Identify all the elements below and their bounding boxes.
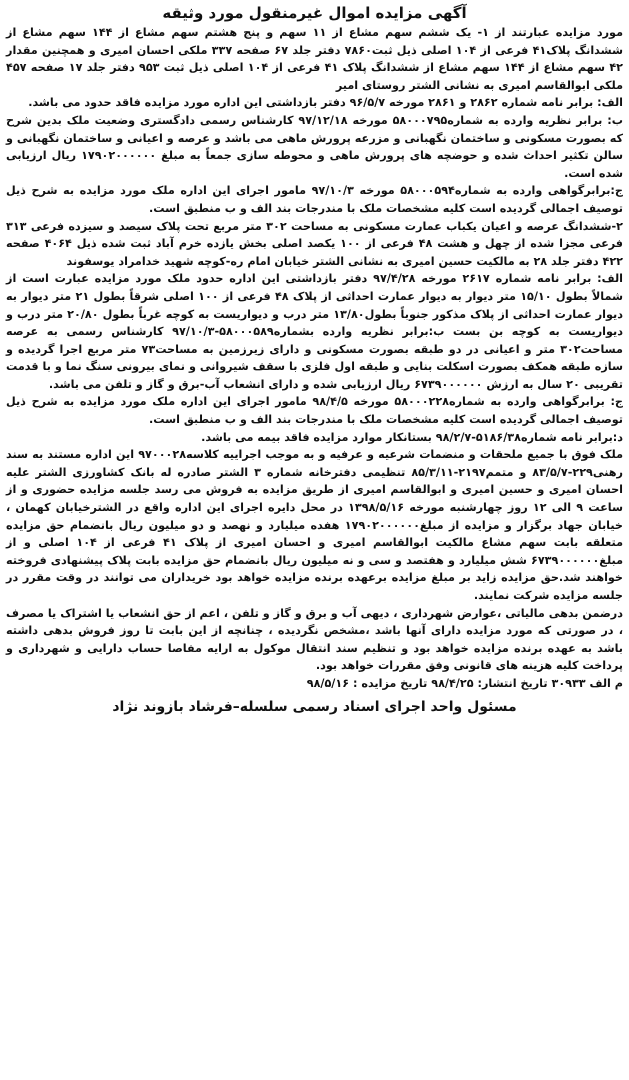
reference-number: م الف ۳۰۹۳۳ xyxy=(551,676,623,690)
paragraph-item-2-c: ج: برابرگواهی وارده به شماره۵۸۰۰۰۲۲۸ مورخه ۹۸/۴/۵ مامور اجرای این اداره ملک مورد مزایده به شرح ذیل توصیف اجمالی گردیده است کلیه مشخصات ملک با مندرجات بند الف و ب منطبق است. xyxy=(6,395,623,427)
paragraph-item-2-a: الف: برابر نامه شماره ۲۶۱۷ مورخه ۹۷/۴/۲۸ دفتر بازداشتی این اداره حدود ملک مورد مزایده عبارت است از شمالاً بطول ۱۵/۱۰ متر دیوار به دیوار عمارت احداثی از پلاک ۴۸ فرعی از ۱۰۰ اصلی شرقاً بطول ۲۱ متر دیوار به دیوار عمارت احداثی از پلاک مذکور جنوباً بطول۱۳/۸۰ متر درب و دیواریست به کوچه غرباً بطول ۲۰/۸۰ متر درب و دیواریست به کوچه بن بست ب:برابر نظریه وارده بشماره۵۸۰۰۰۵۸۹-۹۷/۱۰/۳ کارشناس رسمی به عرصه مساحت۳۰۲ متر و اعیانی در دو طبقه بصورت مسکونی و دارای زیرزمین به مساحت۷۳ متر مربع اجرا گردیده و سازه طبقه همکف بصورت اسکلت بنایی و طبقه اول فلزی با سقف شیروانی و نمای بیرونی سنگ نما و با قدمت تقریبی ۲۰ سال به ارزش ۶۷۳۹۰۰۰۰۰۰ ریال ارزیابی شده و دارای انشعاب آب-برق و گاز و تلفن می باشد. xyxy=(6,272,623,391)
paragraph-item-1-c: ج:برابرگواهی وارده به شماره۵۸۰۰۰۵۹۴ مورخه ۹۷/۱۰/۳ مامور اجرای این اداره ملک مورد مزایده به شرح ذیل توصیف اجمالی گردیده است کلیه مشخصات ملک با مندرجات بند الف و ب منطبق است. xyxy=(6,184,623,215)
signature: مسئول واحد اجرای اسناد رسمی سلسله–فرشاد بازوند نژاد xyxy=(112,698,517,715)
paragraph-item-2: ۲-ششدانگ عرصه و اعیان یکباب عمارت مسکونی به مساحت ۳۰۲ متر مربع تحت پلاک سیصد و سیزده فرعی ۳۱۳ فرعی مجزا شده از چهل و هشت ۴۸ فرعی از ۱۰۰ یکصد اصلی بخش یازده خرم آباد ثبت شده ذیل ۴۰۶۴ صفحه ۴۲۲ دفتر جلد ۲۸ به مالکیت حسین امیری به نشانی الشتر خیابان امام ره-کوچه شهید خدامراد یوسفوند xyxy=(6,219,624,268)
paragraph-item-1-b: ب: برابر نظریه وارده به شماره۵۸۰۰۰۷۹۵ مورخه ۹۷/۱۲/۱۸ کارشناس رسمی دادگستری وضعیت ملک بدین شرح که بصورت مسکونی و ساختمان نگهبانی و مزرعه پرورش ماهی می باشد و عرصه و اعیانی و ساختمان نگهبانی و سالن تکثیر احداث شده و حوضچه های پرورش ماهی و محوطه سازی جمعاً به مبلغ ۱۷۹۰۲۰۰۰۰۰۰ ریال ارزیابی شده است. xyxy=(6,113,624,180)
paragraph-debts: درضمن بدهی مالیاتی ،عوارض شهرداری ، دیهی آب و برق و گاز و تلفن ، اعم از حق انشعاب یا اشتراک یا مصرف ، در صورتی که مورد مزایده دارای آنها باشد ،مشخص نگردیده ، چنانچه از این بابت تا روز فروش بدهی داشته باشد به عهده برنده مزایده خواهد بود و تنظیم سند انتقال موکول به ارایه مفاصا حساب دارایی و شهرداری و پرداخت کلیه هزینه های قانونی وفق مقررات خواهد بود. xyxy=(6,606,623,673)
footer-meta xyxy=(6,675,623,693)
notice-title: آگهی مزایده اموال غیرمنقول مورد وثیقه xyxy=(162,4,467,22)
paragraph-item-2-d: د:برابر نامه شماره۵۱۸۶/۳۸-۹۸/۲/۷ بستانکار موارد مزایده فاقد بیمه می باشد. xyxy=(201,430,623,444)
notice-body xyxy=(6,24,623,675)
publish-date: ۹۸/۴/۲۵ xyxy=(431,676,474,690)
paragraph-item-1-a: الف: برابر نامه شماره ۲۸۶۲ و ۲۸۶۱ مورخه ۹۶/۵/۷ دفتر بازداشتی این اداره مورد مزایده فاقد حدود می باشد. xyxy=(28,96,623,110)
paragraph-item-1: مورد مزایده عبارتند از ۱- یک ششم سهم مشاع از ۱۱ سهم و پنج هشتم سهم مشاع از ۱۴۴ سهم مشاع از ششدانگ پلاک۴۱ فرعی از ۱۰۴ اصلی ذیل ثبت۷۸۶۰ دفتر جلد ۶۷ صفحه ۳۳۷ ملکی احسان امیری و همچنین مقدار ۴۲ سهم مشاع از ۱۴۴ سهم مشاع از ششدانگ پلاک ۴۱ فرعی از ۱۰۴ اصلی ذیل ثبت ۹۵۳ دفتر جلد ۱۷ صفحه ۴۵۷ ملکی ابوالقاسم امیری به نشانی الشتر روستای امیر xyxy=(6,26,624,92)
paragraph-auction-terms: ملک فوق با جمیع ملحقات و منضمات شرعیه و عرفیه و به موجب اجراییه کلاسه۹۷۰۰۰۲۸ این اداره مستند به سند رهنی۲۲۹-۸۳/۵/۷ و متمم۲۱۹۷-۸۵/۳/۱۱ تنظیمی دفترخانه شماره ۳ الشتر صادره له بانک کشاورزی الشتر علیه احسان امیری و حسین امیری و ابوالقاسم امیری از طریق مزایده به فروش می رسد جلسه مزایده حضوری و از ساعت ۹ الی ۱۲ روز چهارشنبه مورخه ۱۳۹۸/۵/۱۶ در محل دایره اجرای این اداره واقع در الشترخیابان کهمان ، خیابان جهاد برگزار و مزایده از مبلغ۱۷۹۰۲۰۰۰۰۰۰ هفده میلیارد و نهصد و دو میلیون ریال بانضمام حق مزایده متعلقه بابت سهم مشاع مالکیت ابوالقاسم امیری و احسان امیری از پلاک ۴۱ فرعی از ۱۰۴ اصلی و از مبلغ۶۷۳۹۰۰۰۰۰۰ شش میلیارد و هفتصد و سی و نه میلیون ریال بانضمام حق مزایده بابت پلاک پیشنهادی فروخته خواهند شد.حق مزایده زاید بر مبلغ مزایده برعهده برنده مزایده خواهد بود خریداران می توانند در وقت مقرر در جلسه مزایده شرکت نمایند. xyxy=(6,448,623,602)
auction-date-label: تاریخ مزایده : xyxy=(352,676,428,690)
publish-date-label: تاریخ انتشار: xyxy=(477,676,548,690)
auction-date: ۹۸/۵/۱۶ xyxy=(306,676,350,690)
